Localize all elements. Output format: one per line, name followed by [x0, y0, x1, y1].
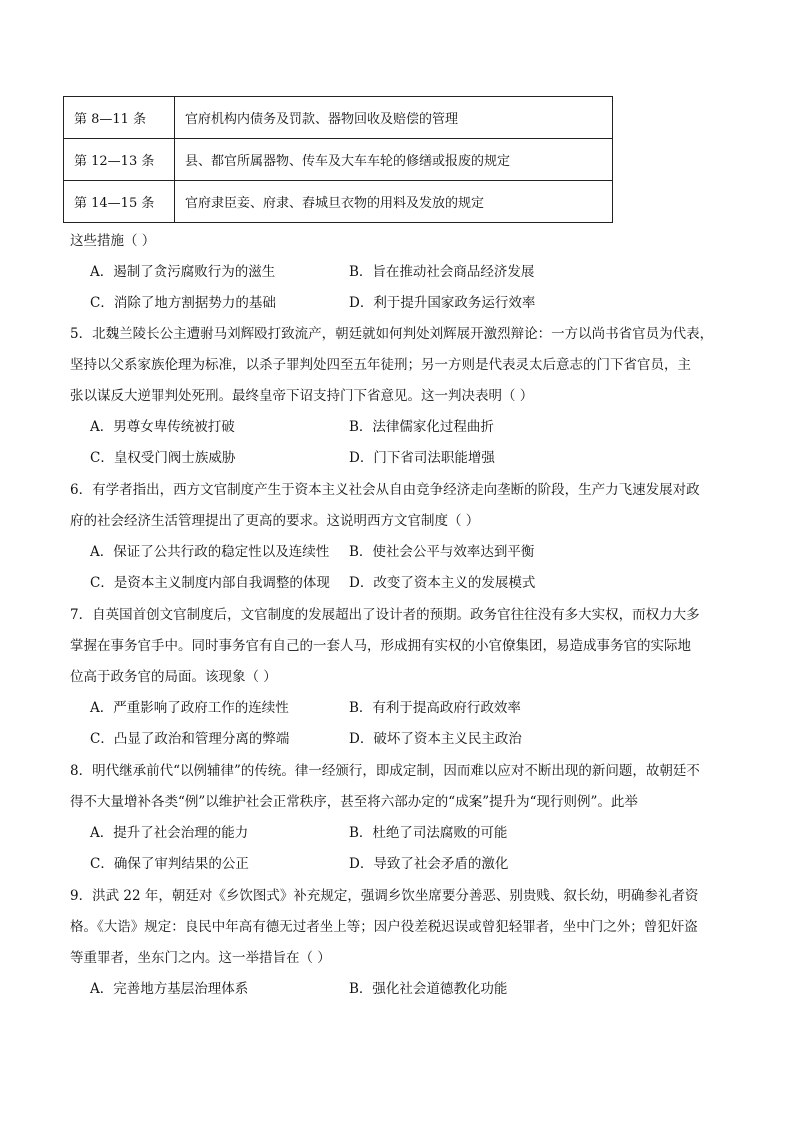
table-row [64, 181, 613, 223]
q7-option-b[interactable]: B．有利于提高政府行政效率 [349, 700, 521, 716]
q6-stem-line: 6．有学者指出，西方文官制度产生于资本主义社会从自由竞争经济走向垄断的阶段，生产力飞速发展对政 [70, 482, 700, 498]
table-cell-range: 第 14—15 条 [64, 181, 175, 223]
q7-option-c[interactable]: C．凸显了政治和管理分离的弊端 [90, 731, 290, 747]
regulation-table [63, 96, 613, 223]
q5-option-a[interactable]: A．男尊女卑传统被打破 [90, 419, 235, 435]
q5-option-b[interactable]: B．法律儒家化过程曲折 [349, 419, 494, 435]
q5-stem-line: 坚持以父系家族伦理为标准，以杀子罪判处四至五年徒刑；另一方则是代表灵太后意志的门下省官员，主 [70, 357, 691, 373]
q5-stem-line: 5．北魏兰陵长公主遭驸马刘辉殴打致流产，朝廷就如何判处刘辉展开激烈辩论：一方以尚书省官员为代表， [70, 326, 714, 342]
q4-option-a[interactable]: A．遏制了贪污腐败行为的滋生 [90, 264, 276, 280]
q9-option-a[interactable]: A．完善地方基层治理体系 [90, 981, 249, 997]
q7-option-a[interactable]: A．严重影响了政府工作的连续性 [90, 700, 289, 716]
q9-stem-line: 等重罪者，坐东门之内。这一举措旨在（ ） [70, 950, 331, 966]
q5-option-d[interactable]: D．门下省司法职能增强 [349, 450, 495, 466]
q9-stem-line: 9．洪武 22 年，朝廷对《乡饮图式》补充规定，强调乡饮坐席要分善恶、别贵贱、叙长幼，明确参礼者资 [70, 888, 699, 904]
table-row [64, 97, 613, 139]
table-cell-content: 官府隶臣妾、府隶、舂城旦衣物的用料及发放的规定 [175, 181, 613, 223]
q7-stem-line: 位高于政务官的局面。该现象（ ） [70, 669, 277, 685]
table-cell-content: 官府机构内债务及罚款、器物回收及赔偿的管理 [175, 97, 613, 139]
q8-option-c[interactable]: C．确保了审判结果的公正 [90, 856, 249, 872]
table-cell-content: 县、都官所属器物、传车及大车车轮的修缮或报废的规定 [175, 139, 613, 181]
q6-stem-line: 府的社会经济生活管理提出了更高的要求。这说明西方文官制度（ ） [70, 513, 480, 529]
q9-option-b[interactable]: B．强化社会道德教化功能 [349, 981, 508, 997]
table-cell-range: 第 12—13 条 [64, 139, 175, 181]
q4-option-c[interactable]: C．消除了地方割据势力的基础 [90, 295, 276, 311]
q5-stem-line: 张以谋反大逆罪判处死刑。最终皇帝下诏支持门下省意见。这一判决表明（ ） [70, 388, 534, 404]
table-row [64, 139, 613, 181]
q8-stem-line: 8．明代继承前代“以例辅律”的传统。律一经颁行，即成定制，因而难以应对不断出现的新问题，故朝廷不 [70, 763, 700, 779]
q4-stem: 这些措施（ ） [70, 233, 156, 249]
q7-stem-line: 7．自英国首创文官制度后，文官制度的发展超出了设计者的预期。政务官往往没有多大实权，而权力大多 [70, 607, 700, 623]
q6-option-a[interactable]: A．保证了公共行政的稳定性以及连续性 [90, 544, 330, 560]
q6-option-b[interactable]: B．使社会公平与效率达到平衡 [349, 544, 535, 560]
q8-stem-line: 得不大量增补各类“例”以维护社会正常秩序，甚至将六部办定的“成案”提升为“现行则例”。此举 [70, 794, 638, 810]
q6-option-d[interactable]: D．改变了资本主义的发展模式 [349, 575, 536, 591]
q4-option-d[interactable]: D．利于提升国家政务运行效率 [349, 295, 536, 311]
q7-option-d[interactable]: D．破坏了资本主义民主政治 [349, 731, 522, 747]
q8-option-a[interactable]: A．提升了社会治理的能力 [90, 825, 249, 841]
q7-stem-line: 掌握在事务官手中。同时事务官有自己的一套人马，形成拥有实权的小官僚集团，易造成事务官的实际地 [70, 638, 691, 654]
q8-option-d[interactable]: D．导致了社会矛盾的激化 [349, 856, 509, 872]
q9-stem-line: 格。《大诰》规定：良民中年高有德无过者坐上等；因户役差税迟误或曾犯轻罪者，坐中门之外；曾犯奸盗 [70, 919, 698, 935]
q6-option-c[interactable]: C．是资本主义制度内部自我调整的体现 [90, 575, 330, 591]
q5-option-c[interactable]: C．皇权受门阀士族威胁 [90, 450, 236, 466]
q8-option-b[interactable]: B．杜绝了司法腐败的可能 [349, 825, 508, 841]
table-cell-range: 第 8—11 条 [64, 97, 175, 139]
q4-option-b[interactable]: B．旨在推动社会商品经济发展 [349, 264, 535, 280]
